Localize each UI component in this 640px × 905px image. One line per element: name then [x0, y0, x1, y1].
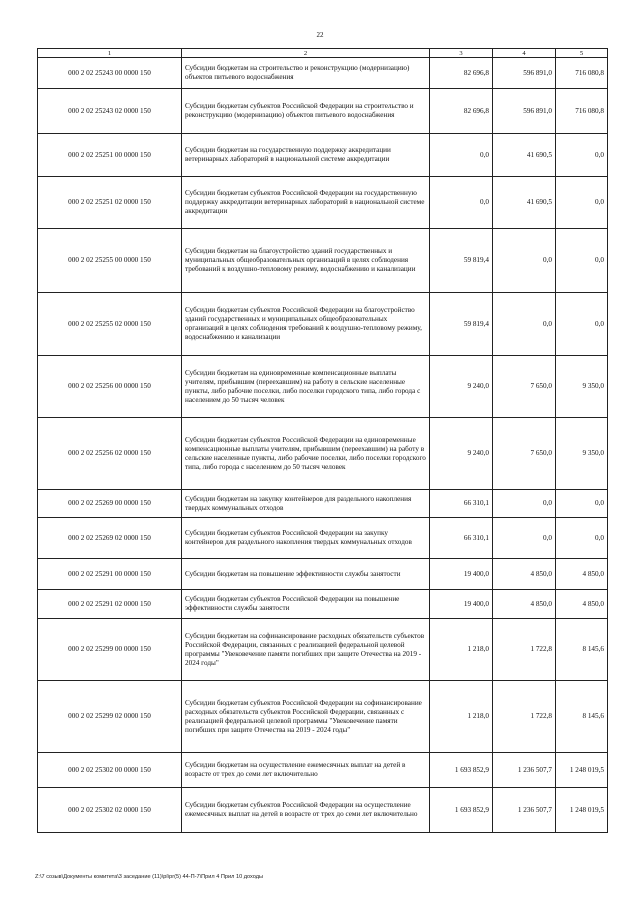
row-description: Субсидии бюджетам на благоустройство зданий государственных и муниципальных общеобразовательных организаций в целях соблюдения требований к воздушно-тепловому режиму, водоснабжению и канализации — [182, 229, 430, 293]
column-number-row — [38, 49, 608, 58]
row-description: Субсидии бюджетам на государственную поддержку аккредитации ветеринарных лабораторий в национальной системе аккредитации — [182, 134, 430, 177]
column-number: 5 — [556, 49, 608, 58]
table-row — [38, 418, 608, 490]
table-row — [38, 490, 608, 518]
row-value-col4: 41 690,5 — [493, 134, 556, 177]
row-code: 000 2 02 25291 00 0000 150 — [38, 559, 182, 590]
row-value-col4: 0,0 — [493, 490, 556, 518]
row-value-col3: 1 693 852,9 — [430, 788, 493, 833]
row-value-col4: 0,0 — [493, 518, 556, 559]
row-value-col4: 1 236 507,7 — [493, 753, 556, 788]
table-row — [38, 788, 608, 833]
row-code: 000 2 02 25302 00 0000 150 — [38, 753, 182, 788]
table-row — [38, 518, 608, 559]
row-value-col5: 0,0 — [556, 229, 608, 293]
row-value-col5: 8 145,6 — [556, 681, 608, 753]
row-value-col5: 0,0 — [556, 293, 608, 356]
row-value-col5: 0,0 — [556, 490, 608, 518]
row-value-col3: 1 218,0 — [430, 681, 493, 753]
row-value-col3: 1 693 852,9 — [430, 753, 493, 788]
row-code: 000 2 02 25269 00 0000 150 — [38, 490, 182, 518]
row-code: 000 2 02 25302 02 0000 150 — [38, 788, 182, 833]
row-value-col3: 59 819,4 — [430, 293, 493, 356]
column-number: 1 — [38, 49, 182, 58]
row-code: 000 2 02 25256 00 0000 150 — [38, 356, 182, 418]
row-description: Субсидии бюджетам субъектов Российской Федерации на строительство и реконструкцию (модернизацию) объектов питьевого водоснабжения — [182, 89, 430, 134]
table-row — [38, 619, 608, 681]
row-value-col3: 9 240,0 — [430, 356, 493, 418]
column-number: 3 — [430, 49, 493, 58]
row-description: Субсидии бюджетам на софинансирование расходных обязательств субъектов Российской Федерации, связанных с реализацией федеральной целевой программы "Увековечение памяти погибших при защите Отечества на 2019 - 2024 годы" — [182, 619, 430, 681]
row-description: Субсидии бюджетам на единовременные компенсационные выплаты учителям, прибывшим (переехавшим) на работу в сельские населенные пункты, либо рабочие поселки, либо поселки городского типа, либо города с населением до 50 тысяч человек — [182, 356, 430, 418]
table-row — [38, 58, 608, 89]
row-value-col5: 4 850,0 — [556, 559, 608, 590]
row-value-col5: 1 248 019,5 — [556, 788, 608, 833]
row-description: Субсидии бюджетам субъектов Российской Федерации на благоустройство зданий государственных и муниципальных общеобразовательных организаций в целях соблюдения требований к воздушно-тепловому режиму, водоснабжению и канализации — [182, 293, 430, 356]
column-number: 4 — [493, 49, 556, 58]
row-value-col4: 1 722,8 — [493, 681, 556, 753]
row-description: Субсидии бюджетам субъектов Российской Федерации на осуществление ежемесячных выплат на детей в возрасте от трех до семи лет включительно — [182, 788, 430, 833]
row-description: Субсидии бюджетам субъектов Российской Федерации на закупку контейнеров для раздельного накопления твердых коммунальных отходов — [182, 518, 430, 559]
row-description: Субсидии бюджетам на строительство и реконструкцию (модернизацию) объектов питьевого водоснабжения — [182, 58, 430, 89]
row-value-col5: 716 080,8 — [556, 89, 608, 134]
row-value-col4: 1 722,8 — [493, 619, 556, 681]
row-value-col3: 82 696,8 — [430, 89, 493, 134]
row-description: Субсидии бюджетам на закупку контейнеров для раздельного накопления твердых коммунальных отходов — [182, 490, 430, 518]
row-description: Субсидии бюджетам на повышение эффективности службы занятости — [182, 559, 430, 590]
row-value-col3: 9 240,0 — [430, 418, 493, 490]
revenue-table — [37, 48, 608, 833]
row-value-col5: 0,0 — [556, 518, 608, 559]
row-value-col3: 59 819,4 — [430, 229, 493, 293]
row-value-col5: 9 350,0 — [556, 356, 608, 418]
row-value-col5: 9 350,0 — [556, 418, 608, 490]
table-row — [38, 753, 608, 788]
row-value-col5: 716 080,8 — [556, 58, 608, 89]
row-value-col5: 4 850,0 — [556, 590, 608, 619]
table-row — [38, 356, 608, 418]
table-row — [38, 134, 608, 177]
row-code: 000 2 02 25251 00 0000 150 — [38, 134, 182, 177]
row-value-col4: 7 650,0 — [493, 418, 556, 490]
row-value-col4: 4 850,0 — [493, 559, 556, 590]
row-value-col5: 8 145,6 — [556, 619, 608, 681]
row-value-col5: 0,0 — [556, 134, 608, 177]
row-code: 000 2 02 25269 02 0000 150 — [38, 518, 182, 559]
row-description: Субсидии бюджетам субъектов Российской Федерации на повышение эффективности службы занятости — [182, 590, 430, 619]
row-value-col3: 66 310,1 — [430, 490, 493, 518]
row-value-col4: 596 891,0 — [493, 58, 556, 89]
row-value-col3: 19 400,0 — [430, 559, 493, 590]
table-row — [38, 89, 608, 134]
row-description: Субсидии бюджетам на осуществление ежемесячных выплат на детей в возрасте от трех до семи лет включительно — [182, 753, 430, 788]
row-code: 000 2 02 25299 00 0000 150 — [38, 619, 182, 681]
row-value-col3: 82 696,8 — [430, 58, 493, 89]
row-value-col4: 7 650,0 — [493, 356, 556, 418]
row-code: 000 2 02 25255 00 0000 150 — [38, 229, 182, 293]
row-code: 000 2 02 25251 02 0000 150 — [38, 177, 182, 229]
row-code: 000 2 02 25299 02 0000 150 — [38, 681, 182, 753]
page-number: 22 — [316, 31, 324, 39]
table-row — [38, 229, 608, 293]
row-value-col3: 0,0 — [430, 134, 493, 177]
row-code: 000 2 02 25243 00 0000 150 — [38, 58, 182, 89]
table-body — [38, 58, 608, 833]
row-value-col5: 1 248 019,5 — [556, 753, 608, 788]
table-row — [38, 681, 608, 753]
column-number: 2 — [182, 49, 430, 58]
row-value-col4: 41 690,5 — [493, 177, 556, 229]
row-code: 000 2 02 25243 02 0000 150 — [38, 89, 182, 134]
table-row — [38, 590, 608, 619]
row-code: 000 2 02 25255 02 0000 150 — [38, 293, 182, 356]
row-description: Субсидии бюджетам субъектов Российской Федерации на единовременные компенсационные выплаты учителям, прибывшим (переехавшим) на работу в сельские населенные пункты, либо рабочие поселки, либо поселки городского типа, либо города с населением до 50 тысяч человек — [182, 418, 430, 490]
row-value-col4: 1 236 507,7 — [493, 788, 556, 833]
row-value-col4: 0,0 — [493, 229, 556, 293]
row-value-col4: 0,0 — [493, 293, 556, 356]
row-description: Субсидии бюджетам субъектов Российской Федерации на государственную поддержку аккредитации ветеринарных лабораторий в национальной системе аккредитации — [182, 177, 430, 229]
row-value-col3: 1 218,0 — [430, 619, 493, 681]
row-value-col4: 4 850,0 — [493, 590, 556, 619]
table-row — [38, 177, 608, 229]
row-value-col4: 596 891,0 — [493, 89, 556, 134]
row-value-col3: 66 310,1 — [430, 518, 493, 559]
row-value-col3: 19 400,0 — [430, 590, 493, 619]
table-row — [38, 559, 608, 590]
row-description: Субсидии бюджетам субъектов Российской Федерации на софинансирование расходных обязательств субъектов Российской Федерации, связанных с реализацией федеральной целевой программы "Увековечение памяти погибших при защите Отечества на 2019 - 2024 годы" — [182, 681, 430, 753]
row-code: 000 2 02 25256 02 0000 150 — [38, 418, 182, 490]
table-row — [38, 293, 608, 356]
footer-file-path: Z:\7 созыв\Документы комитета\3 заседание (11)\рi\рr(5) 44-П-7\Прил 4 Прил 10 доходы — [35, 874, 264, 880]
row-value-col3: 0,0 — [430, 177, 493, 229]
row-value-col5: 0,0 — [556, 177, 608, 229]
row-code: 000 2 02 25291 02 0000 150 — [38, 590, 182, 619]
